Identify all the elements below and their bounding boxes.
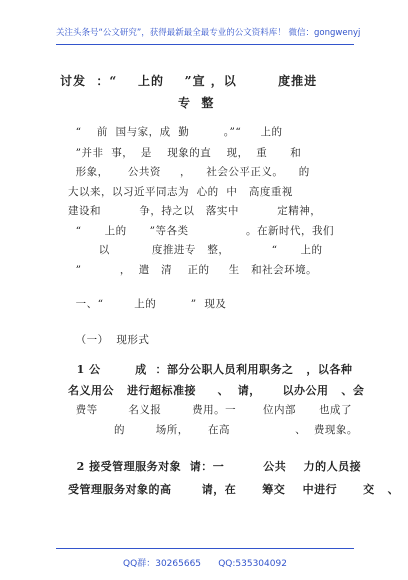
body-line: 的 场所， 在高 、 费现象。 [68,424,358,436]
footer-qq: QQ:535304092 [218,559,287,569]
subsection-heading: （一） 现形式 [68,334,150,346]
body-line: 2 接受管理服务对象 请：一 公共 力的人员接 [68,460,362,473]
body-line: 受管理服务对象的高 请，在 筹交 中进行 交 、 [68,483,400,496]
body-line: 1 公 成 ：部分公职人员利用职务之 ，以各种 [68,363,353,376]
body-line: 费等 名义报 费用。一 位内部 也成了 [68,404,352,416]
body-line: 以 度推进专 整， “ 上的 [68,244,323,256]
body-line: 名义用公 进行超标准接 、 请， 以办公用 、会 [68,384,365,397]
header-divider [56,44,354,45]
footer-divider [56,548,354,549]
section-heading: 一、“ 上的 ” 现及 [68,298,227,310]
body-line: 大以来，以习近平同志为 心的 中 高度重视 [68,186,293,198]
document-title-line-1: 讨发 ：“ 上的 ”宣 ，以 度推进 [60,74,318,88]
body-line: ” ， 遣 清 正的 生 和社会环境。 [68,264,318,276]
document-title-line-2: 专 整 [178,96,215,110]
body-line: ”并非 事， 是 现象的直 现， 重 和 [68,147,302,159]
body-line: 形象， 公共资 ， 社会公平正义。 的 [68,166,310,178]
header-note: 关注头条号“公文研究”，获得最新最全最专业的公文资料库！ 微信：gongwenyj [56,28,361,38]
footer-contact [56,556,354,569]
body-line: 建设和 争，持之以 落实中 定精神， [68,205,322,217]
body-line: “ 上的 ”等各类 。在新时代，我们 [68,225,335,237]
footer-qq-group: QQ群：30265665 [123,559,202,569]
body-line: “ 前 国与家，成 勤 。”“ 上的 [68,126,283,138]
